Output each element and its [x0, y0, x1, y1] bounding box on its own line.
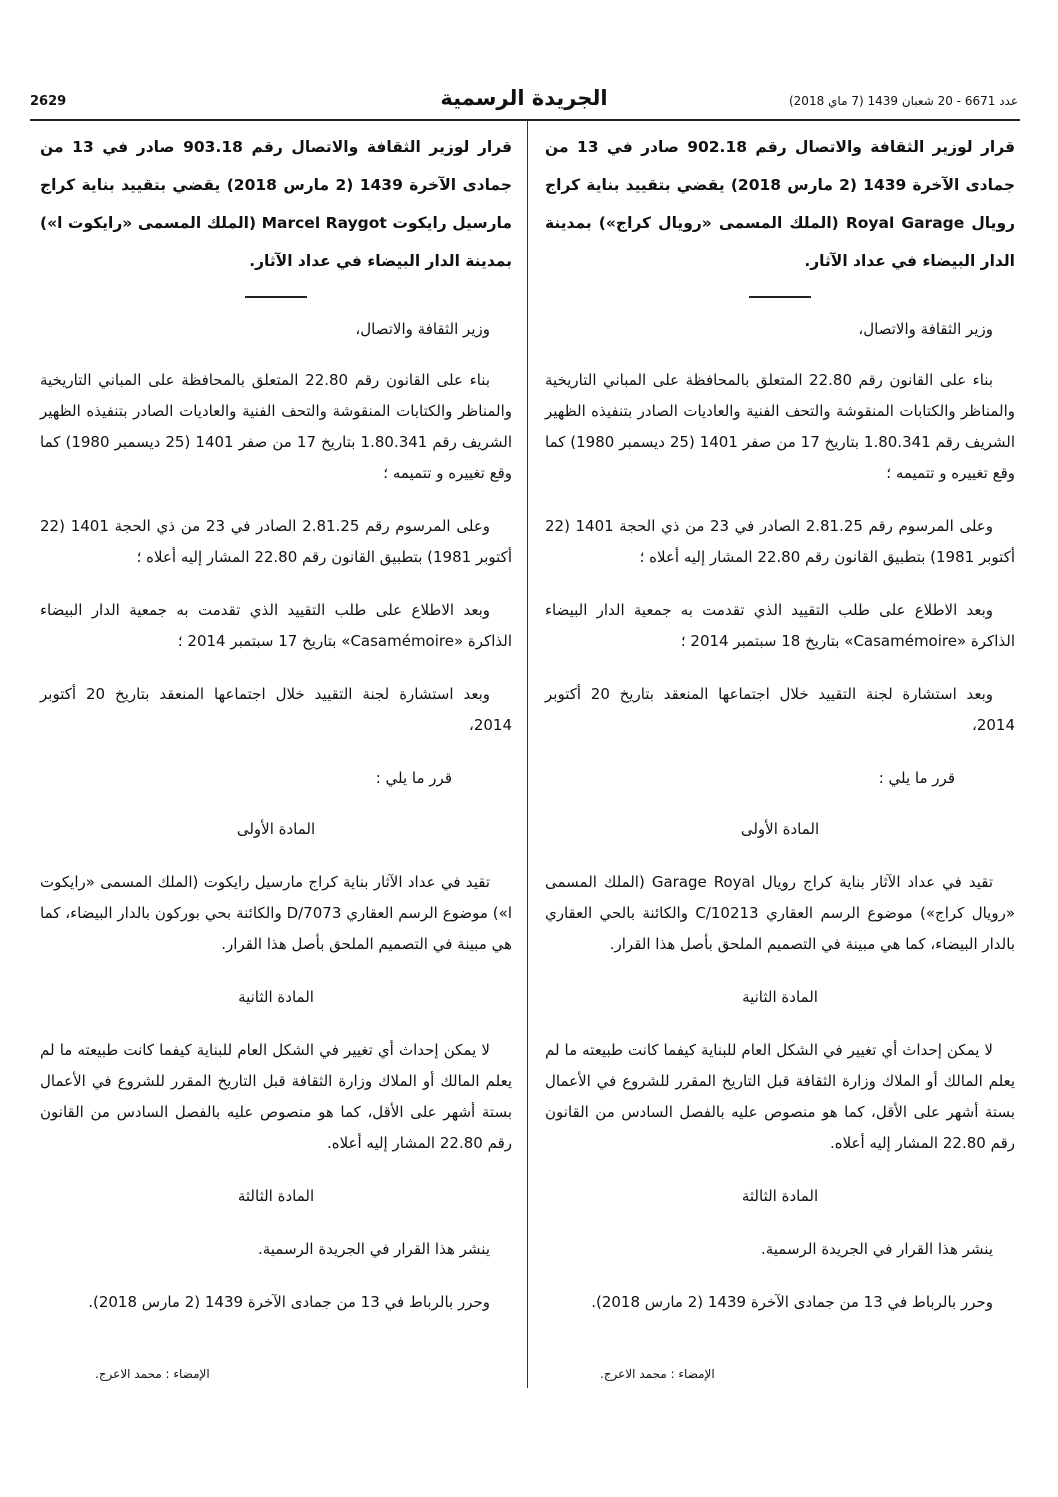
recital-decree: وعلى المرسوم رقم 2.81.25 الصادر في 23 من ذي الحجة 1401 (22 أكتوبر 1981) بتطبيق القانون رقم 22.80 المشار إليه أعلاه ؛ [40, 517, 512, 566]
article-3-heading: المادة الثالثة [237, 1187, 315, 1205]
done-at-line: وحرر بالرباط في 13 من جمادى الآخرة 1439 (2 مارس 2018). [591, 1293, 993, 1311]
recital-commission: وبعد استشارة لجنة التقييد خلال اجتماعها المنعقد بتاريخ 20 أكتوبر 2014، [545, 685, 1015, 734]
title-divider [245, 296, 307, 298]
recital-request: وبعد الاطلاع على طلب التقييد الذي تقدمت به جمعية الدار البيضاء الذاكرة «Casamémoire» بتاريخ 18 سبتمبر 2014 ؛ [545, 601, 1015, 650]
header-divider [30, 119, 1020, 121]
recital-commission: وبعد استشارة لجنة التقييد خلال اجتماعها المنعقد بتاريخ 20 أكتوبر 2014، [40, 685, 512, 734]
decision-903-column [40, 128, 512, 1338]
article-3-text: ينشر هذا القرار في الجريدة الرسمية. [257, 1240, 490, 1258]
page-number: 2629 [30, 94, 67, 109]
article-3-heading: المادة الثالثة [741, 1187, 819, 1205]
title-divider [749, 296, 811, 298]
decides-line: قرر ما يلي : [878, 769, 955, 787]
article-2-heading: المادة الثانية [742, 988, 818, 1006]
article-2-text: لا يمكن إحداث أي تغيير في الشكل العام للبناية كيفما كانت طبيعته ما لم يعلم المالك أو الملاك وزارة الثقافة قبل التاريخ المقرر للشروع في الأعمال بستة أشهر على الأقل، كما هو منصوص عليه بالفصل السادس من القانون رقم 22.80 المشار إليه أعلاه. [40, 1041, 512, 1152]
article-1-heading: المادة الأولى [236, 820, 316, 838]
article-1-heading: المادة الأولى [740, 820, 820, 838]
decides-line: قرر ما يلي : [375, 769, 452, 787]
column-divider [527, 120, 528, 1388]
decision-902-column [545, 128, 1015, 1338]
page-header [30, 86, 1018, 116]
signature-903: الإمضاء : محمد الاعرج. [95, 1367, 210, 1381]
recital-law: بناء على القانون رقم 22.80 المتعلق بالمحافظة على المباني التاريخية والمناظر والكتابات المنقوشة والتحف الفنية والعاديات الصادر بتنفيذه الظهير الشريف رقم 1.80.341 بتاريخ 17 من صفر 1401 (25 ديسمبر 1980) كما وقع تغييره و تتميمه ؛ [40, 371, 512, 482]
article-3-text: ينشر هذا القرار في الجريدة الرسمية. [760, 1240, 993, 1258]
recital-request: وبعد الاطلاع على طلب التقييد الذي تقدمت به جمعية الدار البيضاء الذاكرة «Casamémoire» بتاريخ 17 سبتمبر 2014 ؛ [40, 601, 512, 650]
article-1-text: تقيد في عداد الآثار بناية كراج رويال Garage Royal (الملك المسمى «رويال كراج») موضوع الرسم العقاري C/10213 والكائنة بالحي العقاري بالدار البيضاء، كما هي مبينة في التصميم الملحق بأصل هذا القرار. [545, 873, 1015, 953]
article-1-text: تقيد في عداد الآثار بناية كراج مارسيل رايكوت (الملك المسمى «رايكوت ا») موضوع الرسم العقاري D/7073 والكائنة بحي بوركون بالدار البيضاء، كما هي مبينة في التصميم الملحق بأصل هذا القرار. [40, 873, 512, 953]
journal-title: الجريدة الرسمية [440, 86, 608, 110]
article-2-heading: المادة الثانية [238, 988, 314, 1006]
done-at-line: وحرر بالرباط في 13 من جمادى الآخرة 1439 (2 مارس 2018). [88, 1293, 490, 1311]
signature-902: الإمضاء : محمد الاعرج. [600, 1367, 715, 1381]
decision-title: قرار لوزير الثقافة والاتصال رقم 903.18 صادر في 13 من جمادى الآخرة 1439 (2 مارس 2018) يقضي بتقييد بناية كراج مارسيل رايكوت Marcel Raygot (الملك المسمى «رايكوت ا») بمدينة الدار البيضاء في عداد الآثار. [40, 138, 512, 270]
recital-law: بناء على القانون رقم 22.80 المتعلق بالمحافظة على المباني التاريخية والمناظر والكتابات المنقوشة والتحف الفنية والعاديات الصادر بتنفيذه الظهير الشريف رقم 1.80.341 بتاريخ 17 من صفر 1401 (25 ديسمبر 1980) كما وقع تغييره و تتميمه ؛ [545, 371, 1016, 482]
minister-line: وزير الثقافة والاتصال، [858, 320, 993, 338]
minister-line: وزير الثقافة والاتصال، [355, 320, 490, 338]
issue-info: عدد 6671 - 20 شعبان 1439 (7 ماي 2018) [788, 94, 1018, 108]
article-2-text: لا يمكن إحداث أي تغيير في الشكل العام للبناية كيفما كانت طبيعته ما لم يعلم المالك أو الملاك وزارة الثقافة قبل التاريخ المقرر للشروع في الأعمال بستة أشهر على الأقل، كما هو منصوص عليه بالفصل السادس من القانون رقم 22.80 المشار إليه أعلاه. [545, 1041, 1015, 1152]
decision-title: قرار لوزير الثقافة والاتصال رقم 902.18 صادر في 13 من جمادى الآخرة 1439 (2 مارس 2018) يقضي بتقييد بناية كراج رويال Royal Garage (الملك المسمى «رويال كراج») بمدينة الدار البيضاء في عداد الآثار. [545, 138, 1016, 270]
recital-decree: وعلى المرسوم رقم 2.81.25 الصادر في 23 من ذي الحجة 1401 (22 أكتوبر 1981) بتطبيق القانون رقم 22.80 المشار إليه أعلاه ؛ [545, 517, 1015, 566]
